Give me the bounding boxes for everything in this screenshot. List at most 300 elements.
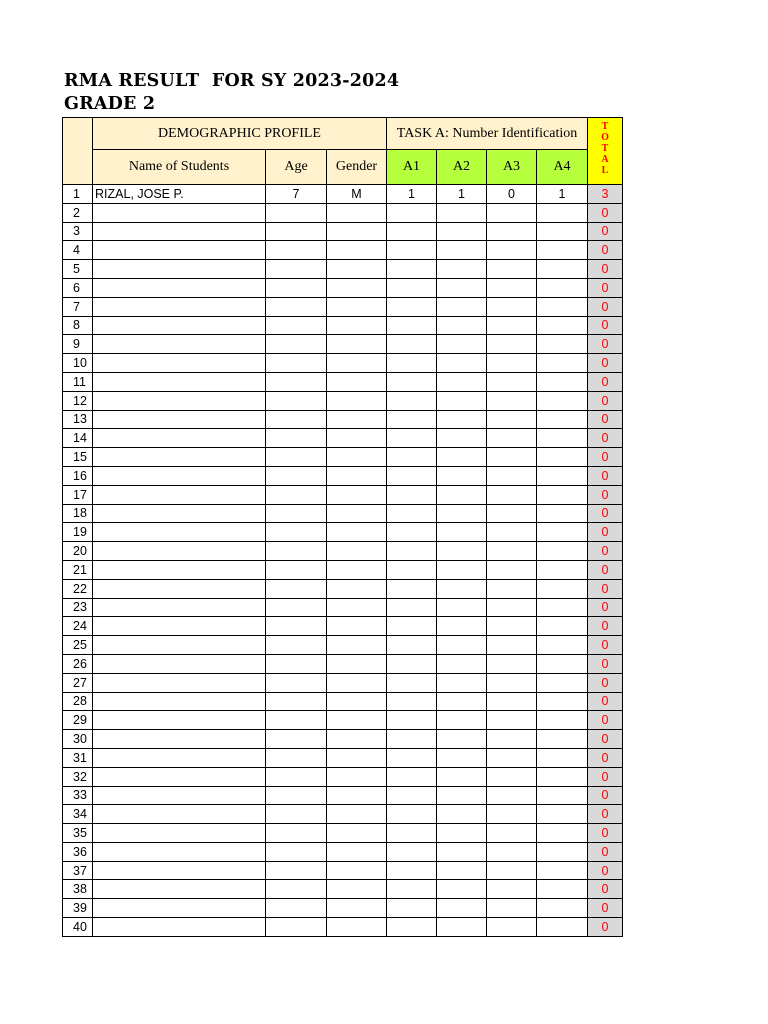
age-cell — [266, 372, 327, 391]
total-cell: 0 — [588, 598, 623, 617]
a1-score-cell — [387, 824, 437, 843]
a1-score-cell — [387, 560, 437, 579]
a4-score-cell — [537, 861, 588, 880]
table-row — [63, 842, 623, 861]
a2-score-cell — [437, 466, 487, 485]
a1-score-cell — [387, 241, 437, 260]
age-header: Age — [266, 150, 327, 185]
table-row — [63, 542, 623, 561]
row-number-cell: 15 — [63, 448, 93, 467]
age-cell — [266, 692, 327, 711]
total-cell: 0 — [588, 918, 623, 937]
a4-score-cell — [537, 560, 588, 579]
age-cell — [266, 636, 327, 655]
total-letter: T — [601, 143, 609, 154]
table-row — [63, 673, 623, 692]
student-name-cell — [93, 786, 266, 805]
row-number-cell: 3 — [63, 222, 93, 241]
gender-cell — [327, 523, 387, 542]
a1-score-cell — [387, 654, 437, 673]
gender-cell — [327, 824, 387, 843]
a1-score-cell — [387, 448, 437, 467]
a1-score-cell — [387, 673, 437, 692]
student-name-cell — [93, 560, 266, 579]
a4-score-cell — [537, 241, 588, 260]
table-row — [63, 598, 623, 617]
row-number-cell: 7 — [63, 297, 93, 316]
gender-cell — [327, 448, 387, 467]
student-name-cell — [93, 636, 266, 655]
row-number-cell: 18 — [63, 504, 93, 523]
a4-score-cell — [537, 636, 588, 655]
gender-cell — [327, 767, 387, 786]
table-row — [63, 692, 623, 711]
student-name-cell — [93, 203, 266, 222]
table-row — [63, 485, 623, 504]
gender-cell — [327, 429, 387, 448]
name-of-students-header: Name of Students — [93, 150, 266, 185]
gender-cell — [327, 617, 387, 636]
row-number-cell: 14 — [63, 429, 93, 448]
a1-score-cell — [387, 579, 437, 598]
a3-score-cell — [487, 617, 537, 636]
a2-score-cell — [437, 673, 487, 692]
a4-score-cell — [537, 617, 588, 636]
student-name-cell — [93, 579, 266, 598]
a4-score-cell — [537, 504, 588, 523]
student-name-cell — [93, 222, 266, 241]
a3-score-cell — [487, 354, 537, 373]
student-name-cell — [93, 918, 266, 937]
a2-header: A2 — [437, 150, 487, 185]
a1-header: A1 — [387, 150, 437, 185]
a1-score-cell — [387, 260, 437, 279]
a4-score-cell — [537, 579, 588, 598]
a3-score-cell — [487, 767, 537, 786]
total-cell: 0 — [588, 241, 623, 260]
student-name-cell — [93, 748, 266, 767]
gender-cell: M — [327, 185, 387, 204]
total-cell: 0 — [588, 899, 623, 918]
a3-score-cell — [487, 278, 537, 297]
age-cell — [266, 297, 327, 316]
gender-cell — [327, 899, 387, 918]
age-cell — [266, 617, 327, 636]
student-name-cell — [93, 466, 266, 485]
a3-score-cell — [487, 372, 537, 391]
a2-score-cell — [437, 899, 487, 918]
total-cell: 0 — [588, 372, 623, 391]
a1-score-cell — [387, 542, 437, 561]
age-cell — [266, 241, 327, 260]
gender-cell — [327, 466, 387, 485]
student-name-cell — [93, 598, 266, 617]
a2-score-cell — [437, 354, 487, 373]
row-number-cell: 16 — [63, 466, 93, 485]
age-cell — [266, 560, 327, 579]
gender-cell — [327, 880, 387, 899]
a1-score-cell — [387, 523, 437, 542]
a2-score-cell — [437, 598, 487, 617]
total-cell: 0 — [588, 354, 623, 373]
total-cell: 0 — [588, 824, 623, 843]
total-cell: 0 — [588, 410, 623, 429]
table-row — [63, 222, 623, 241]
a4-score-cell — [537, 598, 588, 617]
a4-score-cell — [537, 918, 588, 937]
student-name-cell — [93, 316, 266, 335]
table-row — [63, 448, 623, 467]
total-cell: 0 — [588, 673, 623, 692]
table-row — [63, 579, 623, 598]
total-cell: 0 — [588, 391, 623, 410]
gender-cell — [327, 316, 387, 335]
a2-score-cell — [437, 748, 487, 767]
a1-score-cell — [387, 222, 437, 241]
table-row — [63, 203, 623, 222]
a1-score-cell — [387, 335, 437, 354]
a4-score-cell — [537, 654, 588, 673]
gender-cell — [327, 692, 387, 711]
gender-cell — [327, 335, 387, 354]
age-cell — [266, 899, 327, 918]
total-header — [588, 118, 623, 185]
age-cell — [266, 748, 327, 767]
student-name-cell — [93, 335, 266, 354]
a1-score-cell — [387, 767, 437, 786]
a1-score-cell — [387, 786, 437, 805]
table-row — [63, 880, 623, 899]
a3-score-cell — [487, 786, 537, 805]
student-name-cell — [93, 448, 266, 467]
a2-score-cell — [437, 560, 487, 579]
a1-score-cell — [387, 297, 437, 316]
a4-score-cell — [537, 711, 588, 730]
total-cell: 0 — [588, 316, 623, 335]
age-cell — [266, 222, 327, 241]
gender-cell — [327, 748, 387, 767]
student-name-cell — [93, 673, 266, 692]
total-cell: 0 — [588, 786, 623, 805]
a2-score-cell — [437, 485, 487, 504]
a3-score-cell — [487, 918, 537, 937]
total-letter: O — [601, 132, 609, 143]
a1-score-cell — [387, 617, 437, 636]
a3-score-cell — [487, 899, 537, 918]
gender-cell — [327, 391, 387, 410]
a4-score-cell — [537, 748, 588, 767]
a3-score-cell — [487, 410, 537, 429]
table-row — [63, 899, 623, 918]
total-cell: 0 — [588, 542, 623, 561]
total-cell: 0 — [588, 523, 623, 542]
student-name-cell — [93, 278, 266, 297]
age-cell — [266, 842, 327, 861]
a2-score-cell — [437, 918, 487, 937]
a4-score-cell — [537, 316, 588, 335]
total-cell: 0 — [588, 730, 623, 749]
age-cell — [266, 260, 327, 279]
student-name-cell — [93, 692, 266, 711]
table-row — [63, 260, 623, 279]
gender-cell — [327, 542, 387, 561]
a2-score-cell — [437, 316, 487, 335]
a2-score-cell — [437, 391, 487, 410]
a4-score-cell — [537, 260, 588, 279]
total-cell: 0 — [588, 861, 623, 880]
a3-score-cell — [487, 598, 537, 617]
a1-score-cell — [387, 711, 437, 730]
a1-score-cell — [387, 899, 437, 918]
a2-score-cell — [437, 372, 487, 391]
total-cell: 0 — [588, 504, 623, 523]
table-row — [63, 316, 623, 335]
a1-score-cell — [387, 410, 437, 429]
a2-score-cell — [437, 636, 487, 655]
gender-cell — [327, 241, 387, 260]
student-name-cell — [93, 542, 266, 561]
a1-score-cell — [387, 880, 437, 899]
a4-score-cell — [537, 410, 588, 429]
row-number-cell: 27 — [63, 673, 93, 692]
a4-score-cell — [537, 429, 588, 448]
total-cell: 0 — [588, 448, 623, 467]
row-number-cell: 10 — [63, 354, 93, 373]
a1-score-cell — [387, 842, 437, 861]
a1-score-cell — [387, 598, 437, 617]
a4-score-cell — [537, 297, 588, 316]
a2-score-cell — [437, 824, 487, 843]
student-name-cell — [93, 410, 266, 429]
a4-score-cell — [537, 466, 588, 485]
a3-score-cell — [487, 542, 537, 561]
age-cell — [266, 523, 327, 542]
a4-score-cell — [537, 335, 588, 354]
age-cell — [266, 448, 327, 467]
row-number-cell: 5 — [63, 260, 93, 279]
total-cell: 0 — [588, 617, 623, 636]
row-number-cell: 4 — [63, 241, 93, 260]
total-letter: L — [601, 165, 609, 176]
age-cell — [266, 485, 327, 504]
a1-score-cell — [387, 466, 437, 485]
age-cell — [266, 767, 327, 786]
student-name-cell — [93, 842, 266, 861]
a4-score-cell — [537, 692, 588, 711]
a1-score-cell — [387, 372, 437, 391]
a2-score-cell — [437, 222, 487, 241]
task-a-header: TASK A: Number Identification — [387, 118, 588, 150]
student-name-cell — [93, 523, 266, 542]
a2-score-cell — [437, 805, 487, 824]
a4-score-cell — [537, 542, 588, 561]
a2-score-cell — [437, 260, 487, 279]
a2-score-cell — [437, 335, 487, 354]
a4-score-cell: 1 — [537, 185, 588, 204]
student-name-cell — [93, 372, 266, 391]
a1-score-cell — [387, 918, 437, 937]
student-name-cell — [93, 241, 266, 260]
gender-cell — [327, 861, 387, 880]
a3-score-cell — [487, 222, 537, 241]
a4-score-cell — [537, 730, 588, 749]
a3-score-cell — [487, 636, 537, 655]
total-cell: 0 — [588, 335, 623, 354]
a2-score-cell — [437, 842, 487, 861]
a1-score-cell — [387, 203, 437, 222]
table-row — [63, 560, 623, 579]
age-cell — [266, 880, 327, 899]
gender-cell — [327, 222, 387, 241]
student-name-cell — [93, 767, 266, 786]
age-cell — [266, 824, 327, 843]
row-number-cell: 30 — [63, 730, 93, 749]
a4-score-cell — [537, 203, 588, 222]
row-number-cell: 38 — [63, 880, 93, 899]
table-row — [63, 654, 623, 673]
row-number-cell: 1 — [63, 185, 93, 204]
a1-score-cell — [387, 391, 437, 410]
student-name-cell — [93, 805, 266, 824]
age-cell — [266, 654, 327, 673]
a4-score-cell — [537, 278, 588, 297]
table-row — [63, 861, 623, 880]
a4-score-cell — [537, 824, 588, 843]
a3-score-cell — [487, 579, 537, 598]
age-cell — [266, 278, 327, 297]
a1-score-cell — [387, 316, 437, 335]
a3-score-cell — [487, 504, 537, 523]
a2-score-cell — [437, 730, 487, 749]
table-row — [63, 523, 623, 542]
age-cell — [266, 316, 327, 335]
a1-score-cell: 1 — [387, 185, 437, 204]
a3-score-cell — [487, 805, 537, 824]
student-name-cell: RIZAL, JOSE P. — [93, 185, 266, 204]
a1-score-cell — [387, 429, 437, 448]
a1-score-cell — [387, 730, 437, 749]
student-name-cell — [93, 880, 266, 899]
row-number-cell: 20 — [63, 542, 93, 561]
table-row — [63, 410, 623, 429]
total-cell: 0 — [588, 485, 623, 504]
a1-score-cell — [387, 636, 437, 655]
gender-cell — [327, 354, 387, 373]
row-number-cell: 36 — [63, 842, 93, 861]
a4-score-cell — [537, 899, 588, 918]
student-name-cell — [93, 391, 266, 410]
row-number-header — [63, 118, 93, 185]
gender-cell — [327, 598, 387, 617]
total-cell: 0 — [588, 767, 623, 786]
row-number-cell: 6 — [63, 278, 93, 297]
a3-score-cell — [487, 429, 537, 448]
row-number-cell: 25 — [63, 636, 93, 655]
a2-score-cell — [437, 542, 487, 561]
report-title: RMA RESULT FOR SY 2023-2024 — [64, 71, 400, 91]
a3-score-cell — [487, 824, 537, 843]
student-name-cell — [93, 429, 266, 448]
gender-cell — [327, 260, 387, 279]
a3-score-cell — [487, 241, 537, 260]
age-cell — [266, 335, 327, 354]
age-cell — [266, 410, 327, 429]
a3-score-cell — [487, 560, 537, 579]
student-name-cell — [93, 730, 266, 749]
a2-score-cell — [437, 523, 487, 542]
table-row — [63, 504, 623, 523]
a2-score-cell — [437, 861, 487, 880]
row-number-cell: 8 — [63, 316, 93, 335]
gender-cell — [327, 842, 387, 861]
a1-score-cell — [387, 504, 437, 523]
a4-score-cell — [537, 222, 588, 241]
total-cell: 0 — [588, 711, 623, 730]
row-number-cell: 19 — [63, 523, 93, 542]
total-cell: 0 — [588, 560, 623, 579]
row-number-cell: 2 — [63, 203, 93, 222]
student-name-cell — [93, 260, 266, 279]
gender-cell — [327, 730, 387, 749]
a2-score-cell — [437, 786, 487, 805]
table-row — [63, 335, 623, 354]
row-number-cell: 40 — [63, 918, 93, 937]
a1-score-cell — [387, 805, 437, 824]
total-cell: 0 — [588, 579, 623, 598]
a1-score-cell — [387, 861, 437, 880]
table-row — [63, 617, 623, 636]
age-cell — [266, 861, 327, 880]
table-row — [63, 748, 623, 767]
a3-score-cell — [487, 485, 537, 504]
total-cell: 0 — [588, 297, 623, 316]
table-row — [63, 711, 623, 730]
a3-score-cell — [487, 523, 537, 542]
table-row — [63, 730, 623, 749]
row-number-cell: 35 — [63, 824, 93, 843]
row-number-cell: 11 — [63, 372, 93, 391]
total-cell: 0 — [588, 805, 623, 824]
table-row — [63, 429, 623, 448]
a1-score-cell — [387, 278, 437, 297]
a3-score-cell — [487, 711, 537, 730]
age-cell — [266, 598, 327, 617]
student-name-cell — [93, 899, 266, 918]
a1-score-cell — [387, 485, 437, 504]
a4-score-cell — [537, 523, 588, 542]
gender-cell — [327, 636, 387, 655]
a3-score-cell — [487, 335, 537, 354]
total-cell: 0 — [588, 278, 623, 297]
row-number-cell: 24 — [63, 617, 93, 636]
a4-score-cell — [537, 372, 588, 391]
age-cell — [266, 711, 327, 730]
row-number-cell: 29 — [63, 711, 93, 730]
gender-cell — [327, 805, 387, 824]
a3-score-cell — [487, 391, 537, 410]
grade-title: GRADE 2 — [64, 94, 156, 114]
total-cell: 0 — [588, 466, 623, 485]
age-cell: 7 — [266, 185, 327, 204]
a1-score-cell — [387, 692, 437, 711]
total-cell: 0 — [588, 260, 623, 279]
a3-score-cell — [487, 730, 537, 749]
a2-score-cell — [437, 617, 487, 636]
table-row — [63, 805, 623, 824]
a2-score-cell — [437, 241, 487, 260]
a2-score-cell — [437, 711, 487, 730]
total-cell: 0 — [588, 222, 623, 241]
